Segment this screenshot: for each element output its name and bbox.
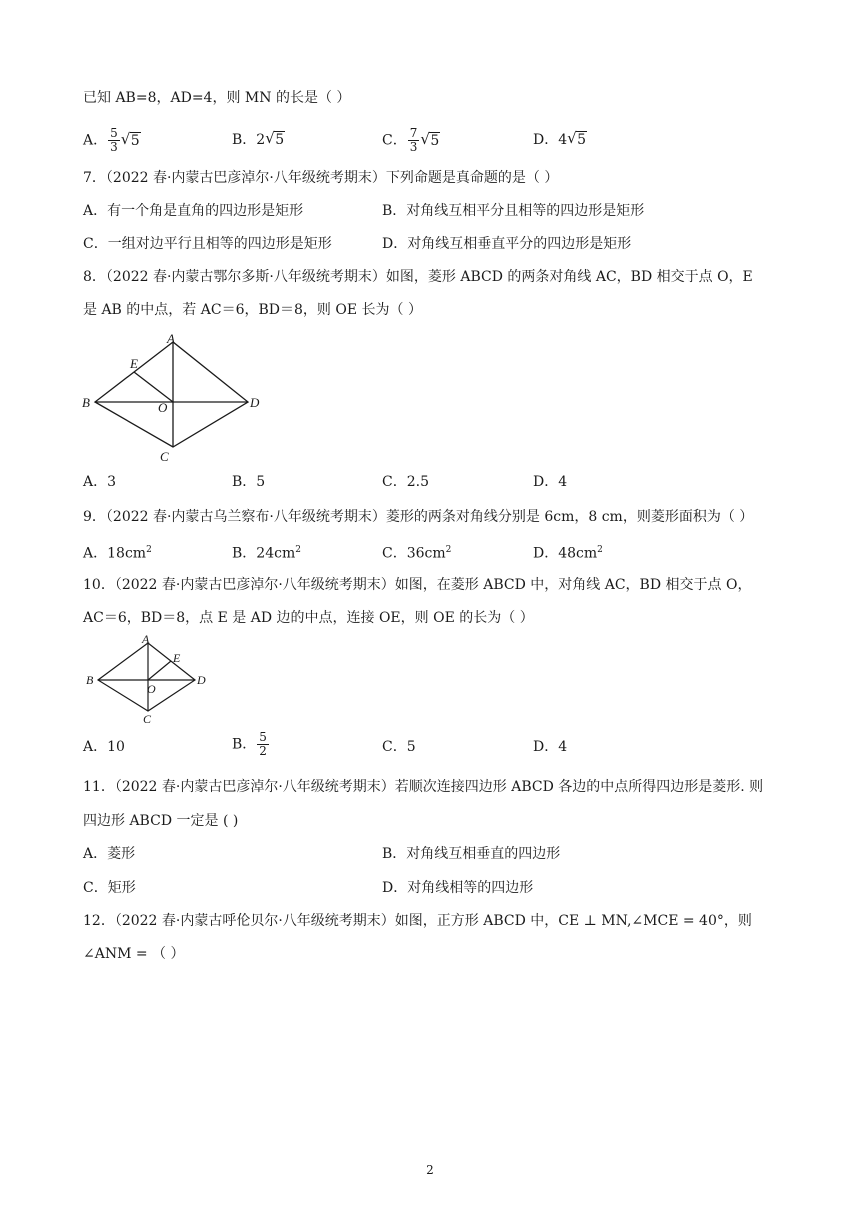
q8-option-b: B．5 <box>232 474 266 490</box>
q9-option-c: C．$36cm^2$ <box>382 545 452 562</box>
q6-option-c: C． $\frac{7}{3}$ √ 5 <box>382 126 440 154</box>
q8-label-a: A <box>167 331 175 346</box>
q9-stem: 9．（2022 春·内蒙古乌兰察布·八年级统考期末）菱形的两条对角线分别是 6cm，8 cm，则菱形面积为（ ） <box>83 509 754 525</box>
q8-rhombus <box>95 342 248 447</box>
q10-rhombus <box>98 643 195 711</box>
q8-option-d: D．4 <box>533 474 568 490</box>
q12-line2: ∠ANM = （ ） <box>83 946 185 962</box>
q6-line1: 已知 AB=8，AD=4，则 MN 的长是（ ） <box>83 90 351 106</box>
q7-option-c: C．一组对边平行且相等的四边形是矩形 <box>83 236 332 252</box>
q11-line2: 四边形 ABCD 一定是 ( ) <box>83 813 239 829</box>
q7-option-d: D．对角线互相垂直平分的四边形是矩形 <box>382 236 632 252</box>
q8-segment-oe <box>134 372 173 402</box>
q7-option-b: B．对角线互相平分且相等的四边形是矩形 <box>382 203 645 219</box>
page-number: 2 <box>426 1163 434 1177</box>
q11-option-a: A．菱形 <box>83 846 136 862</box>
q10-line2: AC＝6，BD＝8，点 E 是 AD 边的中点，连接 OE，则 OE 的长为（ ） <box>83 610 534 626</box>
q8-label-o: O <box>158 400 168 415</box>
q10-option-b: B． $\frac{5}{2}$ <box>232 730 267 758</box>
q8-line1: 8．（2022 春·内蒙古鄂尔多斯·八年级统考期末）如图，菱形 ABCD 的两条对角线 AC，BD 相交于点 O，E <box>83 269 753 285</box>
q8-line2: 是 AB 的中点，若 AC＝6，BD＝8，则 OE 长为（ ） <box>83 302 422 318</box>
q6-option-b: B．2 √ 5 <box>232 129 285 148</box>
q7-option-a: A．有一个角是直角的四边形是矩形 <box>83 203 304 219</box>
q11-option-b: B．对角线互相垂直的四边形 <box>382 846 561 862</box>
q11-line1: 11．（2022 春·内蒙古巴彦淖尔·八年级统考期末）若顺次连接四边形 ABCD 各边的中点所得四边形是菱形. 则 <box>83 779 764 795</box>
q10-option-c: C．5 <box>382 739 416 755</box>
q6-option-a: A． $\frac{5}{3}$ √ 5 <box>83 126 140 154</box>
q10-line1: 10．（2022 春·内蒙古巴彦淖尔·八年级统考期末）如图，在菱形 ABCD 中，对角线 AC，BD 相交于点 O， <box>83 577 752 593</box>
q11-option-d: D．对角线相等的四边形 <box>382 880 534 896</box>
q11-option-c: C．矩形 <box>83 880 136 896</box>
q6-option-d: D．4 √ 5 <box>533 129 587 148</box>
q10-rhombus-figure <box>80 632 220 724</box>
q10-label-b: B <box>86 673 94 687</box>
q8-label-e: E <box>130 356 138 371</box>
q8-option-a: A．3 <box>83 474 117 490</box>
q10-label-e: E <box>173 651 181 665</box>
q9-option-b: B．$24cm^2$ <box>232 545 301 562</box>
q10-label-d: D <box>197 673 206 687</box>
q10-segment-oe <box>148 661 171 680</box>
q10-option-a: A．10 <box>83 739 125 755</box>
q10-label-a: A <box>142 632 150 646</box>
q8-label-d: D <box>250 395 260 410</box>
q8-rhombus-figure <box>78 330 278 465</box>
q10-option-d: D．4 <box>533 739 568 755</box>
q8-label-c: C <box>160 449 169 464</box>
q9-option-d: D．$48cm^2$ <box>533 545 603 562</box>
q10-label-o: O <box>147 682 156 696</box>
q7-stem: 7．（2022 春·内蒙古巴彦淖尔·八年级统考期末）下列命题是真命题的是（ ） <box>83 170 559 186</box>
q8-option-c: C．2.5 <box>382 474 429 490</box>
q8-label-b: B <box>82 395 90 410</box>
q12-line1: 12．（2022 春·内蒙古呼伦贝尔·八年级统考期末）如图，正方形 ABCD 中，CE ⊥ MN,∠MCE = 40°，则 <box>83 913 752 929</box>
q9-option-a: A．$18cm^2$ <box>83 545 152 562</box>
q10-label-c: C <box>143 712 152 724</box>
